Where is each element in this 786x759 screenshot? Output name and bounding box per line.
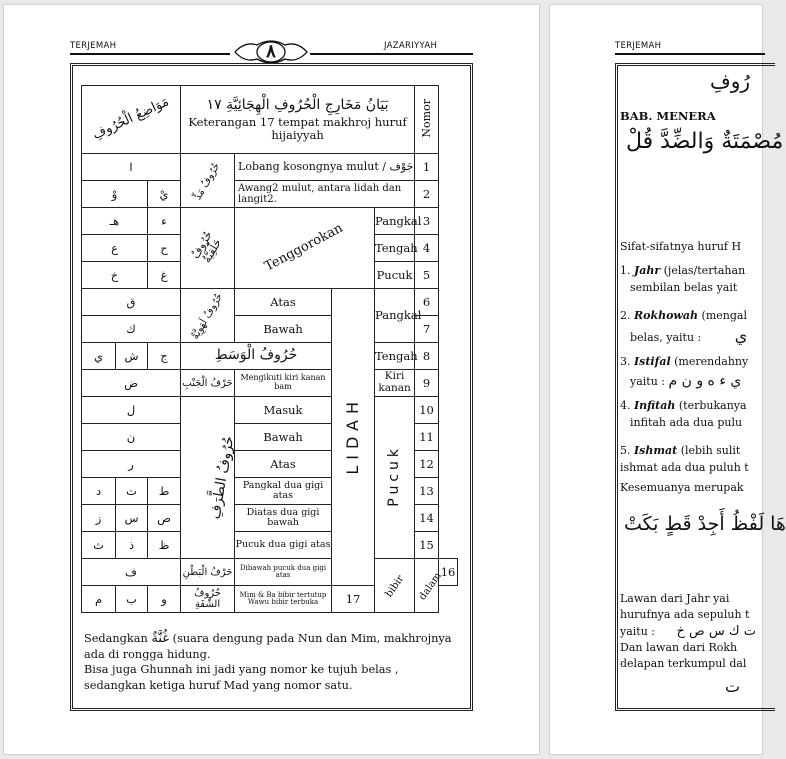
table-row	[82, 397, 458, 424]
row-desc: Pangkal dua gigi atas	[235, 478, 332, 505]
group-bathni-cell: حَرْفُ الْبَطْنِ	[181, 559, 235, 586]
table-row	[82, 370, 458, 397]
verse-2: هَا لَفْظُ أَجِدْ قَطٍ بَكَتْ	[624, 513, 786, 535]
header-right-label: JAZARIYYAH	[384, 41, 438, 51]
table-row	[82, 559, 458, 586]
letter-cell: ض	[82, 370, 181, 397]
note-line1-a: Sedangkan	[84, 632, 148, 645]
item-2-sub: belas, yaitu : ي	[630, 326, 748, 345]
bottom-arabic: ت	[725, 677, 741, 696]
letter-cell: ع	[82, 235, 148, 262]
tenggorokan-cell: Tenggorokan	[235, 208, 375, 289]
letter-cell: ن	[82, 424, 181, 451]
letter-cell: ء	[148, 208, 181, 235]
table-row	[82, 289, 458, 316]
row-number: 8	[415, 343, 439, 370]
note-line3: sedangkan ketiga huruf Mad yang nomor satu.	[84, 678, 353, 692]
letter-cell: ط	[148, 478, 181, 505]
table-row	[82, 208, 458, 235]
item-1-sub: sembilan belas yait	[630, 281, 738, 294]
bibir-cell: bibir	[375, 559, 415, 613]
pucuk-cell: Pucuk	[375, 397, 415, 559]
table-header-row	[82, 86, 458, 154]
item-4: 4. Infitah (terbukanya	[620, 399, 747, 412]
row-number: 1	[415, 154, 439, 181]
nomor-header-cell: Nomor	[415, 86, 439, 154]
row-desc: Atas	[235, 289, 332, 316]
table-row	[82, 154, 458, 181]
row-desc: Bawah	[235, 424, 332, 451]
position-cell: Tengah	[375, 235, 415, 262]
letter-cell: ي	[82, 343, 116, 370]
position-cell: Pangkal	[375, 289, 415, 343]
item-5: 5. Ishmat (lebih sulit	[620, 444, 741, 457]
letter-cell: ق	[82, 289, 181, 316]
letter-cell: خ	[82, 262, 148, 289]
note-ghunnah: غُنَّةٌ	[151, 631, 170, 646]
kesemua-line: Kesemuanya merupak	[620, 481, 744, 494]
group-tharafi-cell: حُرُوفُ الطَّرَفِ	[181, 397, 235, 559]
row-number: 13	[415, 478, 439, 505]
group-syafah-cell: حُرُوفُ الشَّفَةِ	[181, 586, 235, 613]
group-janbi-cell: حَرْفُ الْجَنْبِ	[181, 370, 235, 397]
row-number: 15	[415, 532, 439, 559]
letter-cell: غ	[148, 262, 181, 289]
row-number: 14	[415, 505, 439, 532]
row-desc: Masuk	[235, 397, 332, 424]
row-desc: Pucuk dua gigi atas	[235, 532, 332, 559]
header-left-label: TERJEMAH	[70, 41, 117, 51]
letter-cell: ا	[82, 154, 181, 181]
letter-cell: ص	[148, 505, 181, 532]
group-mad-cell: حُرُوفُ مَدٍّ	[181, 154, 235, 208]
dalam-cell: dalam	[415, 559, 439, 613]
row-desc: Dibawah pucuk dua gigi atas	[235, 559, 332, 586]
lawan-line-5: delapan terkumpul dal	[620, 657, 747, 670]
letter-cell: ف	[82, 559, 181, 586]
letter-cell: م	[82, 586, 116, 613]
row-desc: Bawah	[235, 316, 332, 343]
letter-cell: وْ	[82, 181, 148, 208]
row-number: 2	[415, 181, 439, 208]
letter-cell: ر	[82, 451, 181, 478]
lidah-cell: LIDAH	[332, 289, 375, 586]
item-1: 1. Jahr (jelas/tertahan	[620, 264, 746, 277]
letter-cell: د	[82, 478, 116, 505]
table-row	[82, 343, 458, 370]
item-4-sub: infitah ada dua pulu	[630, 416, 743, 429]
letter-cell: ت	[116, 478, 148, 505]
item-3-sub: yaitu : ي ء ه و ن م	[630, 373, 742, 389]
letter-cell: ظ	[148, 532, 181, 559]
lawan-line-3: yaitu : ت ك س ص خ	[620, 624, 756, 639]
letter-cell: ز	[82, 505, 116, 532]
letter-cell: ذ	[116, 532, 148, 559]
title-cell	[181, 86, 415, 154]
letter-cell: هـ	[82, 208, 148, 235]
sifat-line: Sifat-sifatnya huruf H	[620, 240, 742, 253]
row-number: 11	[415, 424, 439, 451]
right-page	[549, 4, 786, 755]
item-5-sub: ishmat ada dua puluh t	[620, 461, 749, 474]
title-arabic: بَيَانُ مَخَارِجِ الْحُرُوفِ الْهِجَائِيَّةِ ١٧	[206, 96, 389, 113]
position-cell: Tengah	[375, 343, 415, 370]
row-desc: Mim & Ba bibir tertutup Wawu bibir terbuka	[235, 586, 332, 613]
group-lahawiyah-cell: حُرُوفٌ لَهَوِيَّةٌ	[181, 289, 235, 343]
letter-cell: ك	[82, 316, 181, 343]
group-wasath-cell: حُرُوفُ الْوَسَطِ	[181, 343, 332, 370]
row-desc: Lobang kosongnya mulut / جَوْف	[235, 154, 415, 181]
footnote	[84, 631, 464, 693]
row-desc: Awang2 mulut, antara lidah dan langit2.	[235, 181, 415, 208]
letter-cell: ل	[82, 397, 181, 424]
row-number: 9	[415, 370, 439, 397]
title-latin: Keterangan 17 tempat makhroj huruf hijaiyyah	[188, 115, 407, 142]
position-cell: Kiri kanan	[375, 370, 415, 397]
lawan-line-2: hurufnya ada sepuluh t	[620, 608, 750, 621]
row-number: 5	[415, 262, 439, 289]
letters-header-cell: مَوَاضِعُ الْحُرُوفِ	[82, 86, 181, 154]
row-number: 3	[415, 208, 439, 235]
letter-cell: و	[148, 586, 181, 613]
row-number: 4	[415, 235, 439, 262]
lawan-line-1: Lawan dari Jahr yai	[620, 592, 730, 605]
letter-cell: ج	[148, 343, 181, 370]
header-rule-left	[70, 53, 230, 55]
page-number: ٨	[266, 41, 276, 62]
header-rule	[615, 53, 765, 55]
table-row	[82, 181, 458, 208]
note-line1-b: (suara dengung pada Nun dan Mim, makhrojnya ada di rongga hidung.	[84, 632, 452, 661]
letter-cell: ث	[82, 532, 116, 559]
verse-1: مُصْمَتَةٌ وَالضِّدَّ قُلْ	[626, 129, 784, 154]
row-number: 6	[415, 289, 439, 316]
row-number: 7	[415, 316, 439, 343]
letter-cell: ب	[116, 586, 148, 613]
letter-cell: يْ	[148, 181, 181, 208]
letter-cell: س	[116, 505, 148, 532]
position-cell: Pangkal	[375, 208, 415, 235]
header-left-label: TERJEMAH	[615, 41, 662, 51]
header-rule-right	[310, 53, 473, 55]
group-halqi-cell: حُرُوفٌ حَلْقِيَّةٌ	[181, 208, 235, 289]
makhraj-table	[81, 85, 458, 613]
row-number: 10	[415, 397, 439, 424]
row-desc: Mengikuti kiri kanan bam	[235, 370, 332, 397]
row-number: 17	[332, 586, 375, 613]
letter-cell: ش	[116, 343, 148, 370]
row-desc: Atas	[235, 451, 332, 478]
item-3: 3. Istifal (merendahny	[620, 355, 749, 368]
lawan-line-4: Dan lawan dari Rokh	[620, 641, 738, 654]
letter-cell: ح	[148, 235, 181, 262]
left-page	[3, 4, 540, 755]
row-desc: Diatas dua gigi bawah	[235, 505, 332, 532]
item-2: 2. Rokhowah (mengal	[620, 309, 747, 322]
title-arabic-top: رُوفِ	[710, 69, 751, 93]
position-cell: Pucuk	[375, 262, 415, 289]
row-number: 16	[439, 559, 458, 586]
row-number: 12	[415, 451, 439, 478]
bab-title: BAB. MENERA	[620, 109, 716, 123]
note-line2: Bisa juga Ghunnah ini jadi yang nomor ke tujuh belas ,	[84, 663, 399, 676]
